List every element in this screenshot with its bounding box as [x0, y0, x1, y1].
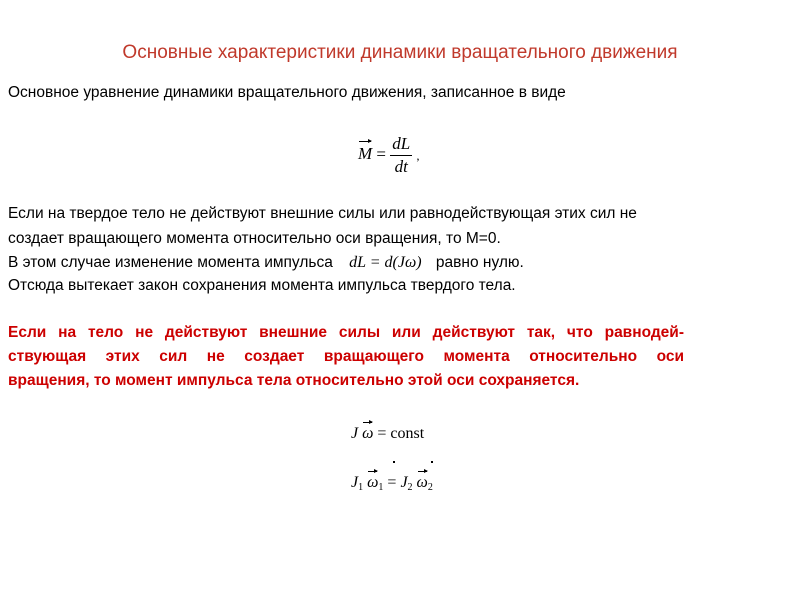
para1-line1: Если на твердое тело не действуют внешние силы или равнодействующая этих сил не	[8, 205, 637, 222]
moment-comma: ,	[416, 148, 420, 163]
dot-mark	[431, 461, 433, 463]
moment-fraction	[390, 134, 412, 177]
para1-line3-post: равно нулю.	[435, 254, 524, 271]
para1-line3	[8, 254, 524, 272]
conservation-omega2: ω	[416, 474, 428, 491]
conservation-equals: =	[387, 474, 397, 491]
const-j: J	[351, 425, 359, 442]
moment-equation	[358, 134, 419, 177]
dot-mark	[393, 461, 395, 463]
conservation-omega1: ω	[367, 474, 379, 491]
const-equation	[351, 425, 424, 443]
moment-symbol: M	[358, 144, 373, 164]
law-line1: Если на тело не действуют внешние силы или действуют так, что равнодей-	[8, 324, 684, 341]
conservation-j2: J	[400, 474, 408, 491]
conservation-j1-sub: 1	[358, 482, 364, 493]
slide-title: Основные характеристики динамики вращательного движения	[122, 42, 678, 63]
law-line3: вращения, то момент импульса тела относительно этой оси сохраняется.	[8, 372, 580, 389]
law-line2: ствующая этих сил не создает вращающего момента относительно оси	[8, 348, 684, 365]
conservation-equation	[351, 474, 433, 493]
angular-momentum-change-formula: dL = d(Jω)	[349, 254, 422, 271]
conservation-j1: J	[351, 474, 359, 491]
para1-line3-pre: В этом случае изменение момента импульса	[8, 254, 333, 271]
moment-equals: =	[376, 144, 387, 164]
const-rhs: = const	[377, 425, 425, 442]
fraction-numerator: dL	[390, 134, 412, 156]
fraction-denominator: dt	[394, 157, 408, 176]
intro-text: Основное уравнение динамики вращательного движения, записанное в виде	[8, 84, 566, 101]
para1-line4: Отсюда вытекает закон сохранения момента импульса твердого тела.	[8, 277, 516, 294]
const-omega: ω	[362, 425, 374, 442]
para1-line2: создает вращающего момента относительно оси вращения, то М=0.	[8, 230, 501, 247]
conservation-omega2-sub: 2	[427, 482, 433, 493]
conservation-j2-sub: 2	[407, 482, 413, 493]
conservation-omega1-sub: 1	[378, 482, 384, 493]
